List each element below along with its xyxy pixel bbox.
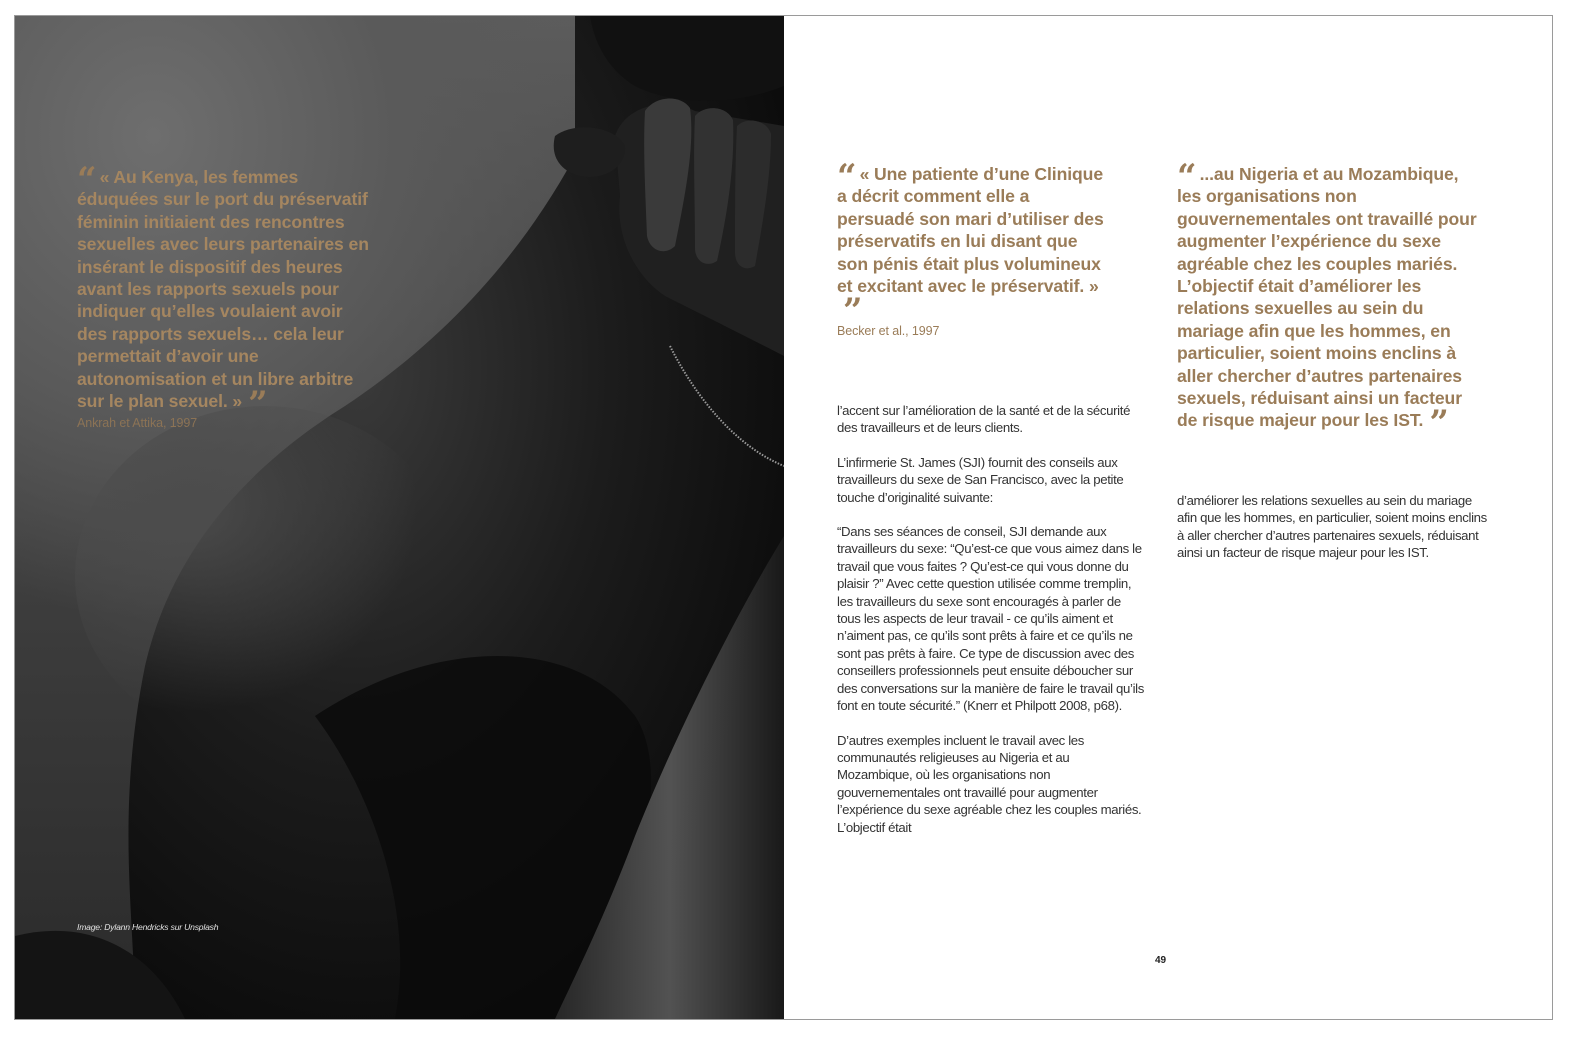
open-quote-icon: “ bbox=[1177, 157, 1194, 197]
text-page bbox=[784, 16, 1552, 1019]
body-paragraph: L’infirmerie St. James (SJI) fournit des conseils aux travailleurs du sexe de San Francisco, avec la petite touche d’originalité suivante: bbox=[837, 454, 1124, 505]
left-pull-quote-citation: Ankrah et Attika, 1997 bbox=[77, 416, 198, 431]
body-column-1 bbox=[837, 402, 1145, 853]
body-paragraph: d’améliorer les relations sexuelles au sein du mariage afin que les hommes, en particulier, soient moins enclins à aller chercher d’autres partenaires sexuels, réduisant ainsi un facteur de risque majeur pour les IST. bbox=[1177, 493, 1487, 561]
body-paragraph: “Dans ses séances de conseil, SJI demande aux travailleurs du sexe: “Qu’est-ce que vous aimez dans le travail que vous faites ? Qu’est-ce qui vous donne du plaisir ?” Avec cette question utilisée comme tremplin, les travailleurs du sexe sont encouragés à parler de tous les aspects de leur travail - ce qu’ils aiment et n’aiment pas, ce qu’ils sont prêts à faire et ce qu’ils ne sont pas prêts à faire. Ce type de discussion avec des conseillers professionnels peut ensuite déboucher sur des conversations sur la manière de faire le travail qu’ils font en toute sécurité.” (Knerr et Philpott 2008, p68). bbox=[837, 524, 1144, 714]
body-paragraph: l’accent sur l’amélioration de la santé et de la sécurité des travailleurs et de leurs clients. bbox=[837, 403, 1131, 436]
page-number: 49 bbox=[1155, 955, 1167, 966]
close-quote-icon: ” bbox=[843, 291, 860, 332]
pull-quote-2-text: ...au Nigeria et au Mozambique, les organisations non gouvernementales ont travaillé pour augmenter l’expérience du sexe agréable chez les couples mariés. L’objectif était d’améliorer les relations sexuelles au sein du mariage afin que les hommes, en particulier, soient moins enclins à aller chercher d’autres partenaires sexuels, réduisant ainsi un facteur de risque majeur pour les IST. bbox=[1177, 164, 1477, 431]
left-pull-quote-text: « Au Kenya, les femmes éduquées sur le port du préservatif féminin initiaient des rencontres sexuelles avec leurs partenaires en insérant le dispositif des heures avant les rapports sexuels pour indiquer qu’elles voulaient avoir des rapports sexuels… cela leur permettait d’avoir une autonomisation et un libre arbitre sur le plan sexuel. » bbox=[77, 167, 369, 412]
close-quote-icon: ” bbox=[1429, 403, 1446, 444]
pull-quote-2 bbox=[1177, 157, 1487, 444]
open-quote-icon: “ bbox=[77, 160, 94, 200]
body-paragraph: D’autres exemples incluent le travail avec les communautés religieuses au Nigeria et au Mozambique, où les organisations non gouvernementales ont travaillé pour augmenter l’expérience du sexe agréable chez les couples mariés. L’objectif était bbox=[837, 732, 1142, 835]
pull-quote-1-text: « Une patiente d’une Clinique a décrit comment elle a persuadé son mari d’utiliser des préservatifs en lui disant que son pénis était plus volumineux et excitant avec le préservatif. » bbox=[837, 164, 1104, 297]
photo-caption: Image: Dylann Hendricks sur Unsplash bbox=[77, 922, 219, 932]
magazine-spread bbox=[14, 15, 1553, 1020]
pull-quote-1 bbox=[837, 157, 1109, 339]
left-pull-quote bbox=[77, 160, 377, 431]
open-quote-icon: “ bbox=[837, 157, 854, 197]
photo-page bbox=[15, 16, 784, 1019]
body-column-2 bbox=[1177, 492, 1489, 579]
pull-quote-1-citation: Becker et al., 1997 bbox=[837, 323, 940, 338]
close-quote-icon: ” bbox=[248, 384, 265, 425]
